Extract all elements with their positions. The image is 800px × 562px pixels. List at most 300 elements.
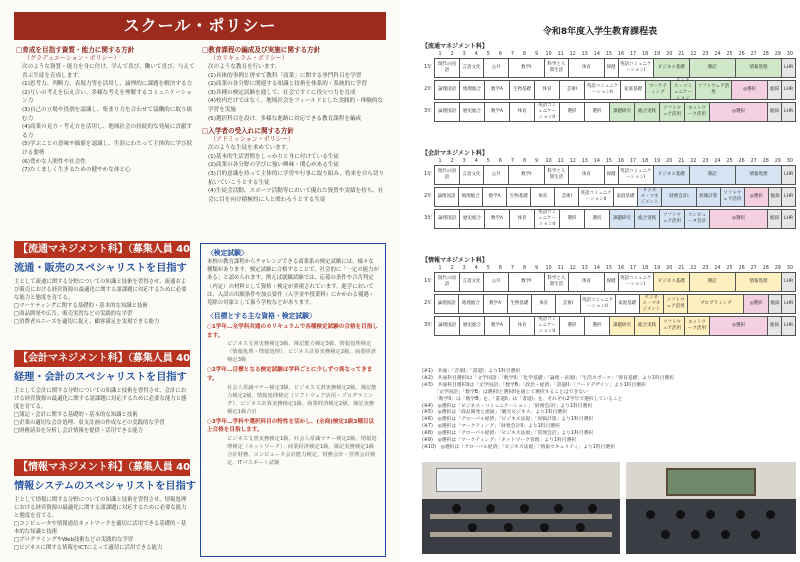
year-label: 3年	[424, 216, 432, 221]
subject-cell: 生物基礎	[510, 81, 535, 99]
lecture-photo	[626, 462, 796, 554]
policy-line: (1)基本的生活習慣をしっかりと身に付けている生徒	[208, 153, 339, 160]
subject-cell: 現代の国語	[435, 59, 460, 77]
subject-cell: LHR	[782, 317, 795, 335]
policy-line: (5)学ぶことの意味や価値を認識し、生涯にわたって主体的に学び続ける姿勢	[22, 141, 193, 156]
subject-cell: 論理国語	[435, 295, 459, 313]
period-number: 23	[702, 52, 709, 57]
subject-cell: 簿記	[690, 59, 736, 77]
subject-cell: 数学A	[485, 81, 510, 99]
subject-cell: 数学A	[483, 188, 507, 206]
policy-subheading: （グラデュエーション・ポリシー）	[24, 55, 120, 62]
subject-cell: ◎選択	[744, 295, 768, 313]
period-number: 20	[666, 266, 673, 271]
period-number: 10	[545, 266, 552, 271]
period-number: 26	[738, 159, 745, 164]
period-number: 30	[786, 266, 793, 271]
period-number: 7	[510, 159, 514, 164]
subject-cell: 体育	[532, 295, 556, 313]
period-number: 20	[666, 52, 673, 57]
department-section	[14, 459, 214, 552]
exam-grade-label: ○1学年…全学科共通のカリキュラムで各種検定試験の合格を目指します。	[207, 324, 378, 339]
subject-cell: 芸術I	[556, 295, 580, 313]
exam-grade-items: ビジネス文書実務検定3級、簿記能力検定3級、情報処理検定（情報処理・情報処理）、ビジネス計算実務検定2級、商業経済検定3級	[227, 341, 376, 364]
subject-cell: 総合実践	[635, 317, 660, 335]
row-cells	[434, 316, 796, 336]
exam-grade-items: ビジネス文書実務検定1級、社会人常識マナー検定2級、情報処理検定（ネットワーク）、商業経済検定1級、簿記実務検定1級合計財務、コンピュータ会計能力検定、財務会計・管理会計検定、ITパスポート試験	[227, 435, 377, 466]
subject-cell: 情報処理	[736, 59, 782, 77]
period-number: 9	[535, 52, 539, 57]
curriculum-row	[422, 316, 796, 336]
period-number: 16	[617, 52, 625, 57]
period-number: 24	[714, 52, 721, 57]
exam-targets-title: 〈目標とする主な資格・検定試験〉	[207, 312, 316, 321]
note-line: (※8) ◎選択は「グローバル経済」「ビジネス法規」「管理会計」より1科目選択	[422, 431, 594, 437]
subject-cell: 科学と人間生活	[545, 59, 570, 77]
note-line: (※7) ◎選択は「マーケティング」「財務会計II」より1科目選択	[422, 424, 560, 430]
subject-cell: ソフトウェア活用	[721, 188, 745, 206]
subject-cell: 選択	[585, 317, 610, 335]
period-number: 6	[498, 52, 502, 57]
subject-cell: LHR	[782, 81, 795, 99]
subject-cell: 芸術I	[560, 81, 585, 99]
curriculum-table	[422, 149, 796, 231]
period-number: 12	[569, 159, 576, 164]
subject-cell: 体育	[569, 59, 605, 77]
period-number: 2	[450, 159, 454, 164]
policy-line: (2)互いの考えを伝え合い、多様な考えを理解するコミュニケーション力	[22, 89, 192, 105]
year-label: 1年	[424, 172, 432, 177]
period-number: 24	[714, 266, 721, 271]
period-number: 17	[629, 52, 637, 57]
year-label: 1年	[424, 279, 432, 284]
subject-cell: 選択	[585, 210, 610, 228]
curriculum-row	[422, 209, 796, 229]
curriculum-notes	[422, 369, 796, 452]
note-line: (※6) ◎選択は「グローバル経済」「ビジネス法規」「原価計算」より1科目選択	[422, 417, 594, 423]
period-number: 21	[678, 52, 685, 57]
department-bullet: □プログラミングやWeb技術などの実践的な学習	[14, 537, 134, 543]
subject-cell: 総探	[769, 295, 783, 313]
subject-cell: 総探	[769, 188, 783, 206]
period-number: 16	[617, 266, 625, 271]
subject-cell: 芸術I	[555, 188, 579, 206]
period-number: 22	[690, 52, 697, 57]
curriculum-table	[422, 256, 796, 338]
policy-line: (1)思考力、判断力、表現力等を活用し、論理的に課題を解決する力	[22, 81, 193, 88]
policy-block	[202, 127, 388, 204]
period-number: 18	[642, 52, 649, 57]
period-number: 15	[605, 52, 612, 57]
department-bullet: □マーケティングに関する基礎的・基本的な知識と技術	[14, 303, 148, 309]
policy-line: (5)選択科目を設け、多様な進路に対応できる教育課程を編成	[208, 115, 362, 122]
subject-cell: 論理国語	[435, 317, 460, 335]
period-number: 28	[762, 159, 769, 164]
subject-cell: 財務会計I	[662, 188, 697, 206]
period-number: 29	[774, 159, 781, 164]
year-label: 3年	[424, 323, 432, 328]
curriculum-row	[422, 58, 796, 78]
subject-cell: 論理国語	[435, 103, 460, 121]
subject-cell: 地理総合	[459, 295, 483, 313]
subject-cell: 体育	[510, 103, 535, 121]
subject-cell: 保健	[605, 59, 619, 77]
period-number: 21	[678, 266, 685, 271]
subject-cell: 数学A	[485, 103, 510, 121]
department-name: 【会計マネジメント科】（募集人員 40 名）	[14, 350, 190, 367]
period-number: 13	[581, 266, 588, 271]
photo-strip	[422, 462, 796, 554]
subject-cell: 家庭基礎	[616, 295, 640, 313]
row-cells	[434, 209, 796, 229]
period-number: 17	[629, 266, 637, 271]
note-line: 「数学II」は「数学B」を、「書道II」は「書道I」を、それぞれ2学年で選択していること	[422, 396, 623, 402]
period-number: 15	[605, 159, 612, 164]
period-number: 9	[535, 159, 539, 164]
period-number: 27	[750, 52, 757, 57]
subject-cell: 総探	[768, 210, 782, 228]
department-name: 【流通マネジメント科】（募集人員 40 名）	[14, 241, 190, 258]
row-cells	[434, 272, 796, 292]
period-number: 3	[462, 52, 466, 57]
subject-cell: 数学A	[484, 295, 508, 313]
row-cells	[434, 187, 796, 207]
subject-cell: 数学A	[485, 210, 510, 228]
subject-cell: 論理国語	[435, 210, 460, 228]
period-number: 9	[535, 266, 539, 271]
period-number: 30	[786, 159, 793, 164]
subject-cell: ビジネス・マネジメント	[640, 295, 664, 313]
subject-cell: 論理国語	[435, 81, 460, 99]
curriculum-row	[422, 187, 796, 207]
policy-block	[16, 46, 196, 175]
subject-cell: 体育	[535, 81, 560, 99]
subject-cell: ソフトウェア活用	[696, 81, 732, 99]
curriculum-title: 令和8年度入学生教育課程表	[542, 27, 658, 37]
department-bullet: □企業の適切な会計処理、収支計画の作成などの実践的な学習	[14, 420, 165, 426]
note-line: (※2) 共通科目選択Iは「文学国語」「数学II」「化学基礎」「論理・表現I」「生活スポーツ」「保育基礎」より1科目選択	[422, 375, 674, 381]
policy-line: (3)各種の検定試験を通して、社会ですぐに役立つ力を育成	[208, 89, 356, 96]
subject-cell: 総合実践	[635, 103, 660, 121]
policy-heading: □教育課程の編成及び実施に関する方針	[202, 46, 321, 54]
department-bullet: □ビジネスに関する情報をICTによって適切に活用できる能力	[14, 545, 163, 551]
subject-cell: 選択	[560, 317, 585, 335]
policy-line: (1)具体的事例と併せて教科「商業」に関する専門科目を学習	[208, 72, 362, 79]
period-number: 8	[522, 159, 526, 164]
subject-cell: 数学I	[509, 166, 545, 184]
subject-cell: ソフトウェア活用	[660, 103, 685, 121]
department-bullet: □簿記・会計に関する基礎的・基本的な知識と技術	[14, 412, 138, 418]
period-number: 16	[617, 159, 625, 164]
subject-cell: 英語コミュニケーションII	[585, 81, 621, 99]
period-number: 7	[510, 52, 514, 57]
exam-info-box	[200, 243, 386, 557]
note-line: (※5) ◎選択は「商品開発と流通」「観光ビジネス」より1科目選択	[422, 410, 568, 416]
period-number: 1	[438, 266, 442, 271]
period-number: 5	[486, 266, 490, 271]
subject-cell: ビジネス基礎	[654, 59, 690, 77]
period-number: 19	[654, 266, 661, 271]
period-number: 2	[450, 266, 454, 271]
period-number: 4	[474, 159, 478, 164]
exam-grade-items: 社会人常識マナー検定3級、ビジネス文書実務検定2級、簿記能力検定2級、情報処理検定（ソフトウェア活用・プログラミング）、ビジネス計算実務検定1級、商業経済検定2級、簿記実務検定1級合計	[227, 384, 377, 415]
period-number: 10	[545, 159, 552, 164]
subject-cell: 原価計算	[697, 188, 721, 206]
row-cells	[434, 58, 796, 78]
policy-heading: □入学者の受入れに関する方針	[202, 127, 294, 136]
subject-cell: 歴史総合	[460, 210, 485, 228]
period-number: 27	[750, 266, 757, 271]
row-cells	[434, 165, 796, 185]
subject-cell: LHR	[782, 295, 795, 313]
subject-cell: ビジネス基礎	[654, 273, 690, 291]
year-label: 3年	[424, 109, 432, 114]
subject-cell: 体育	[510, 317, 535, 335]
exam-paragraph: 本校の教育課程からチャレンジできる商業系の検定試験には、様々な種類があります。検定試験に合格することで、社会的に「一定の能力がある」と認められます。例えば就職試験では、応募の条件や合否判定（内定）の材料として資格・検定が重視されています。進学においては、入試の出願条件や加点要件（入学金や授業料）にかかわる優遇・免除の対象として扱う学校などがあります。	[207, 259, 379, 307]
department-section	[14, 350, 214, 435]
exam-title: 〈検定試験〉	[207, 249, 248, 257]
period-number: 20	[666, 159, 673, 164]
department-description: 主として会計に関する分野についての知識と技術を習得させ、会計における経営資源の最適化に関する諸課題に対応するために必要な能力と態度を育てる。	[14, 388, 187, 410]
subject-cell: 公共	[484, 273, 509, 291]
period-number: 14	[593, 52, 600, 57]
period-number: 4	[474, 52, 478, 57]
policy-line: (7)たくましく生きるための健やかな体と心	[22, 167, 131, 174]
subject-cell: 簿記	[690, 273, 736, 291]
subject-cell: 科学と人間生活	[545, 273, 570, 291]
subject-cell: 選択	[560, 103, 585, 121]
period-number: 22	[690, 266, 697, 271]
subject-cell: 歴史総合	[460, 103, 485, 121]
subject-cell: ◎選択	[745, 188, 769, 206]
period-number: 1	[438, 159, 442, 164]
note-line: 「文学国語」「数学B」は選択Iと選択IIを通じて選択することはできない	[422, 389, 588, 395]
subject-cell: 課題研究	[610, 317, 635, 335]
period-number: 7	[510, 266, 514, 271]
row-cells	[434, 80, 796, 100]
subject-cell: 英語コミュニケーションII	[535, 103, 560, 121]
department-slogan: 流通・販売のスペシャリストを目指す	[14, 263, 187, 274]
period-number: 12	[569, 266, 576, 271]
period-number: 14	[593, 159, 600, 164]
period-number: 15	[605, 266, 612, 271]
period-number: 27	[750, 159, 757, 164]
subject-cell: 英語コミュニケーションII	[579, 188, 614, 206]
period-number: 29	[774, 266, 781, 271]
subject-cell: 地理総合	[460, 81, 485, 99]
policy-line: 次のような生徒を求めています。	[208, 145, 292, 152]
policy-line: (4)生徒会活動、スポーツ活動等において優れた資質や実績を持ち、社会に目を向け積極的に人と関わろうとする生徒	[208, 188, 384, 203]
subject-cell: ソフトウェア活用	[660, 210, 685, 228]
subject-cell: ◎選択	[710, 210, 768, 228]
subject-cell: 体育	[569, 166, 605, 184]
subject-cell: 論理国語	[435, 188, 459, 206]
policy-line: (3)目的意識を持って主体的に学習や行事に取り組み、将来を自ら切り拓いていこうとする生徒	[208, 170, 385, 186]
period-number: 4	[474, 266, 478, 271]
subject-cell: 生物基礎	[508, 295, 532, 313]
graduation-policy-column	[16, 46, 196, 232]
curriculum-row	[422, 165, 796, 185]
period-number: 25	[726, 52, 733, 57]
subject-cell: 英語コミュニケーションII	[581, 295, 616, 313]
period-number: 17	[629, 159, 637, 164]
subject-cell: LHR	[782, 273, 795, 291]
period-number: 19	[654, 52, 661, 57]
department-slogan: 情報システムのスペシャリストを目指す	[14, 481, 196, 492]
period-number: 5	[486, 52, 490, 57]
subject-cell: 数学A	[485, 317, 510, 335]
policy-subheading: （カリキュラム・ポリシー）	[210, 55, 288, 62]
subject-cell: ビジネス基礎	[654, 166, 690, 184]
curriculum-table-title: 【流通マネジメント科】	[422, 43, 488, 50]
subject-cell: 課題研究	[610, 210, 635, 228]
period-number: 22	[690, 159, 697, 164]
department-section	[14, 241, 214, 326]
subject-cell: ビジネス・マネジメント	[638, 188, 662, 206]
period-number: 23	[702, 159, 709, 164]
period-number: 19	[654, 159, 661, 164]
period-number: 26	[738, 52, 745, 57]
period-number: 6	[498, 266, 502, 271]
curriculum-row	[422, 102, 796, 122]
policy-subheading: （アドミッション・ポリシー）	[210, 136, 294, 144]
year-label: 1年	[424, 65, 432, 70]
subject-cell: ソフトウェア活用	[664, 295, 688, 313]
subject-cell: 現代の国語	[435, 166, 460, 184]
department-bullet: □商品開発や広告、販売実習などの実践的な学習	[14, 311, 133, 317]
subject-cell: 保健	[605, 166, 619, 184]
period-number-row	[434, 51, 796, 58]
period-number-row	[434, 158, 796, 165]
policy-line: (4)商業の見方・考え方を活用し、地域社会の持続的な発展に貢献する力	[22, 124, 193, 139]
subject-cell: ◎選択	[732, 81, 768, 99]
period-number: 25	[726, 159, 733, 164]
subject-cell: 課題研究	[610, 103, 635, 121]
subject-cell: 英語コミュニケーションI	[619, 59, 655, 77]
subject-cell: LHR	[782, 210, 795, 228]
subject-cell: LHR	[782, 166, 795, 184]
subject-cell: 言語文化	[460, 166, 485, 184]
curriculum-table	[422, 42, 796, 124]
period-number: 11	[557, 266, 564, 271]
subject-cell: 言語文化	[460, 273, 485, 291]
period-number: 14	[593, 266, 600, 271]
period-number: 13	[581, 52, 588, 57]
subject-cell: 英語コミュニケーションI	[619, 273, 655, 291]
policy-line: (4)校内だけではなく、地域社会をフィールドとした実践的・体験的な学習を実施	[208, 98, 384, 113]
policy-line: 次のような教育を行います。	[208, 64, 281, 70]
note-line: (※3) 共通科目選択IIは「文学国語」「数学B」「政治・経済」「書道II」「フードデザイン」より1科目選択	[422, 382, 646, 388]
subject-cell: 公共	[484, 166, 509, 184]
subject-cell: 数学I	[509, 59, 545, 77]
policy-line: (2)商業の各分野に関連する知識と技術を体系的・系統的に学習	[208, 81, 367, 88]
period-number: 30	[786, 52, 793, 57]
period-number: 2	[450, 52, 454, 57]
subject-cell: 保健	[605, 273, 619, 291]
subject-cell: 家庭基礎	[621, 81, 646, 99]
subject-cell: 科学と人間生活	[545, 166, 570, 184]
subject-cell: 家庭基礎	[614, 188, 638, 206]
period-number: 28	[762, 266, 769, 271]
period-number: 11	[557, 52, 564, 57]
subject-cell: 数学I	[509, 273, 545, 291]
subject-cell: ネットワーク活用	[685, 317, 710, 335]
department-description: 主として情報に関する分野についての知識と技術を習得させ、情報処理における経営資源の最適化に関する諸課題に対応するために必要な能力と態度を育てる。	[14, 497, 187, 519]
subject-cell: 選択	[560, 210, 585, 228]
subject-cell: 体育	[510, 210, 535, 228]
period-number: 6	[498, 159, 502, 164]
period-number: 13	[581, 159, 588, 164]
department-slogan: 経理・会計のスペシャリストを目指す	[14, 372, 187, 383]
department-description: 主として流通に関する分野についての知識と技術を習得させ、流通および販売における経営資源の最適化に関する諸課題に対応するために必要な能力と態度を育てる。	[14, 279, 187, 301]
subject-cell: 現代の国語	[435, 273, 460, 291]
subject-cell: ◎選択	[710, 317, 768, 335]
subject-cell: 歴史総合	[460, 317, 485, 335]
right-page	[400, 0, 800, 562]
department-bullet: □財務諸表を分析し会計情報を提供・活用できる能力	[14, 428, 144, 434]
period-number: 21	[678, 159, 685, 164]
subject-cell: 生物基礎	[507, 188, 531, 206]
subject-cell: LHR	[782, 103, 795, 121]
subject-cell: 総合実践	[635, 210, 660, 228]
row-cells	[434, 294, 796, 314]
department-bullet: □消費者のニーズを適切に捉え、顧客満足を実現できる能力	[14, 319, 160, 325]
subject-cell: 英語コミュニケーションII	[535, 317, 560, 335]
period-number: 5	[486, 159, 490, 164]
curriculum-row	[422, 272, 796, 292]
policy-line: 次のような資質・能力を身に付け、学んで喜び、働いて喜び、与えて喜ぶ生徒を育成します。	[22, 64, 195, 79]
period-number: 29	[774, 52, 781, 57]
subject-cell: ソフトウェア活用	[660, 317, 685, 335]
subject-cell: LHR	[782, 188, 795, 206]
subject-cell: 英語コミュニケーションII	[535, 210, 560, 228]
school-policy-banner: スクール・ポリシー	[14, 12, 386, 40]
curriculum-admission-policy-column	[202, 46, 388, 242]
subject-cell: ネットワーク活用	[685, 103, 710, 121]
curriculum-row	[422, 80, 796, 100]
policy-block	[202, 46, 388, 123]
curriculum-table-title: 【情報マネジメント科】	[422, 257, 488, 264]
year-label: 2年	[424, 87, 432, 92]
subject-cell: 英語コミュニケーションI	[619, 166, 655, 184]
period-number: 12	[569, 52, 576, 57]
subject-cell: 総探	[768, 317, 782, 335]
subject-cell: 情報処理	[736, 166, 782, 184]
period-number: 23	[702, 266, 709, 271]
row-cells	[434, 102, 796, 122]
note-line: (※10) ◎選択は「グローバル経済」「ビジネス法規」「情報セキュリティ」より1科目選択	[422, 444, 615, 450]
policy-heading: □育成を目指す資質・能力に関する方針	[16, 46, 135, 54]
curriculum-row	[422, 294, 796, 314]
subject-cell: 情報処理	[736, 273, 782, 291]
period-number: 1	[438, 52, 442, 57]
exam-grade-label: ○3学年…学科や選択科目の特性を活かし、(全商)検定1級3種目以上合格を目指します。	[207, 418, 375, 434]
subject-cell: 簿記	[690, 166, 736, 184]
subject-cell: ◎選択	[710, 103, 768, 121]
period-number: 11	[557, 159, 564, 164]
subject-cell: 体育	[531, 188, 555, 206]
subject-cell: 言語文化	[460, 59, 485, 77]
classroom-photo	[422, 462, 620, 554]
subject-cell: ビジネス・コミュニケーション	[671, 81, 696, 99]
period-number: 3	[462, 266, 466, 271]
subject-cell: 総探	[768, 103, 782, 121]
subject-cell: 総探	[768, 81, 782, 99]
subject-cell: プログラミング	[688, 295, 744, 313]
period-number: 18	[642, 159, 649, 164]
policy-line: (3)自己の立場や役割を認識し、集まり力を合わせて協働的に取り組む力	[22, 106, 193, 122]
subject-cell: マーケティング	[646, 81, 671, 99]
